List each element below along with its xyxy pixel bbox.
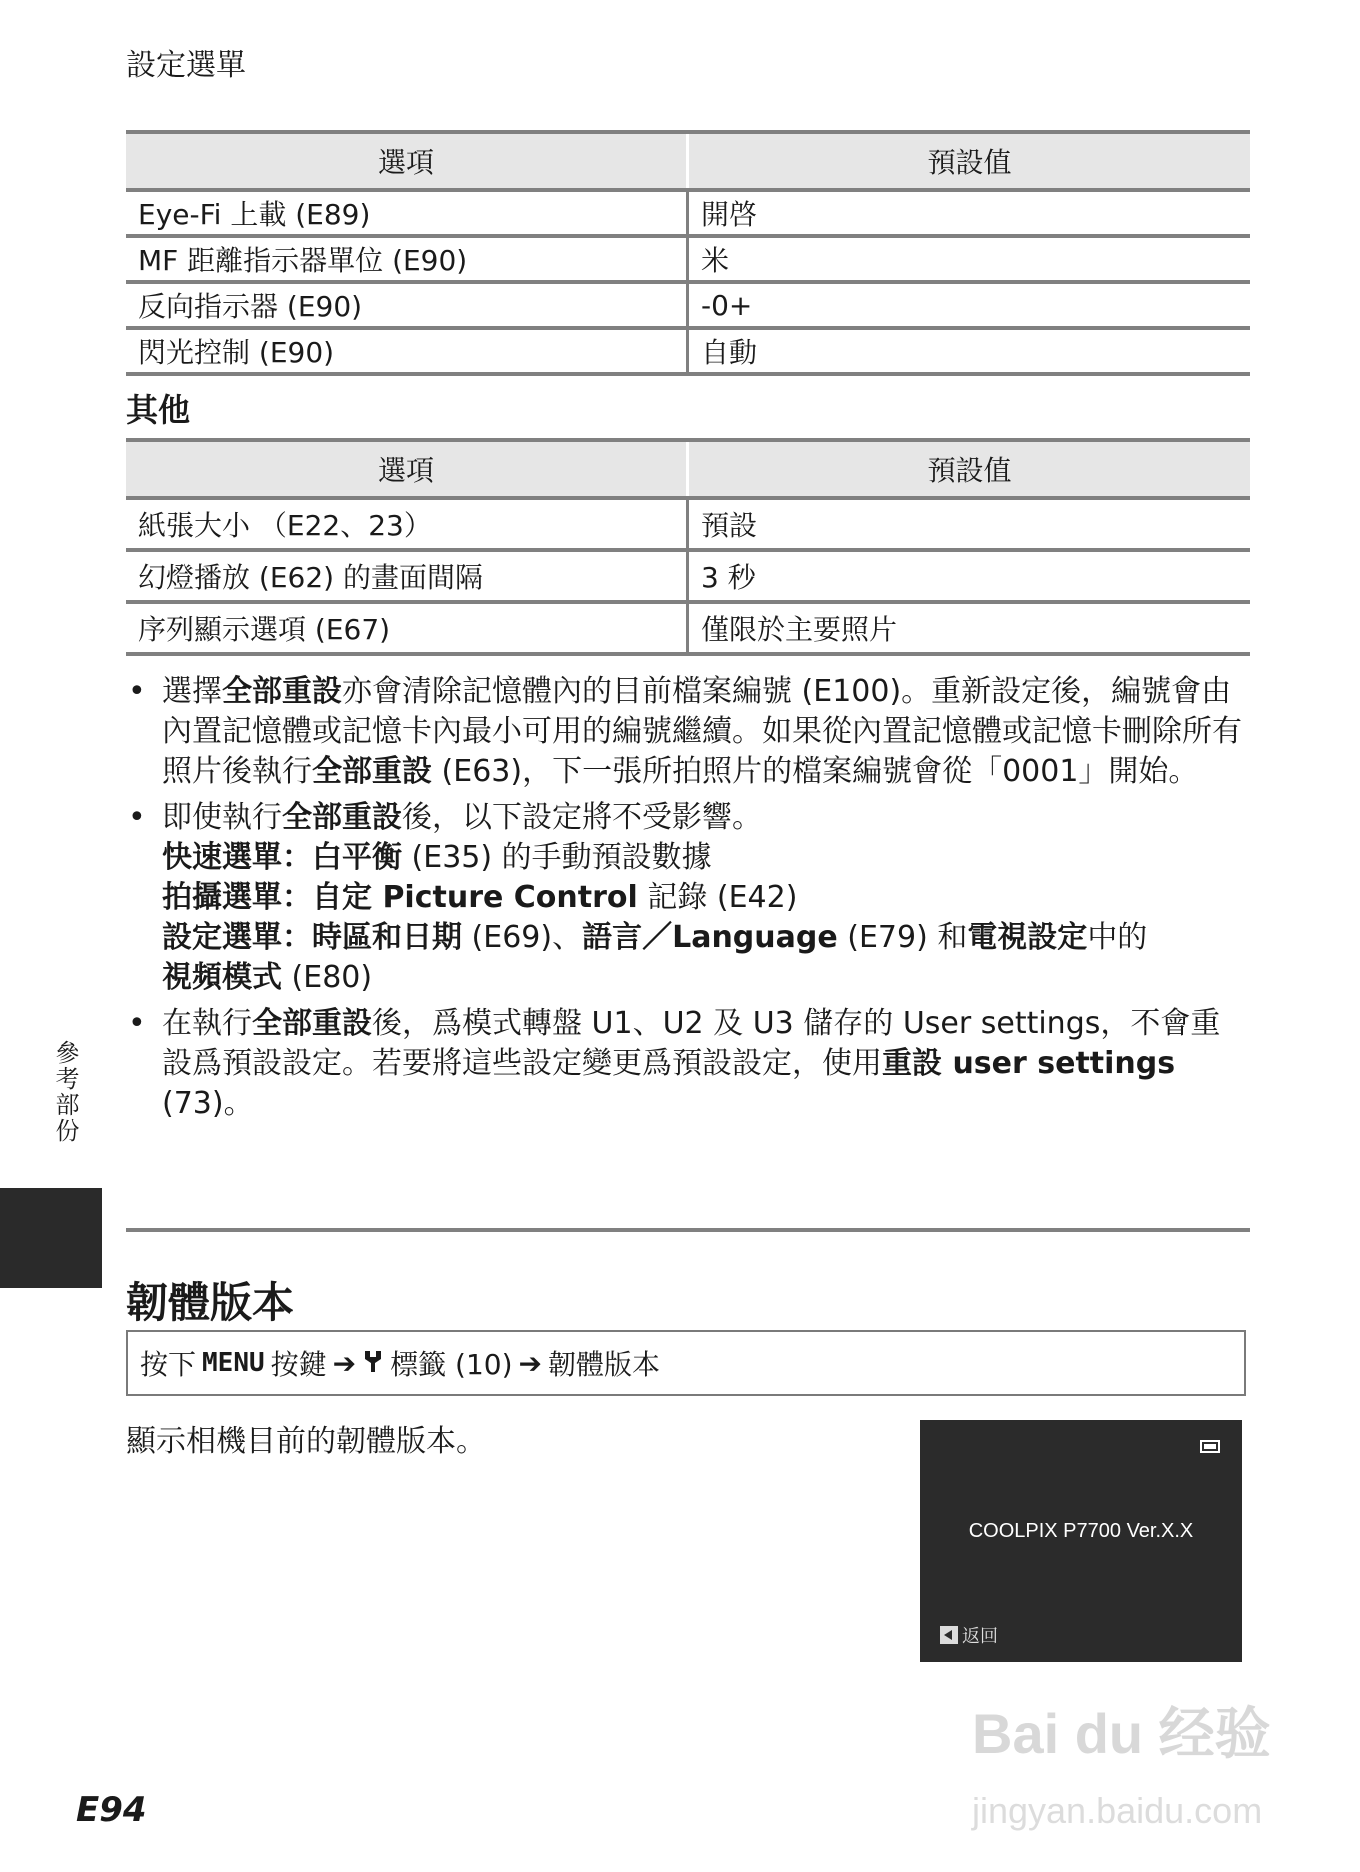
table-cell-default: 僅限於主要照片 [688, 602, 1251, 654]
table-cell-option: 反向指示器 (E90) [126, 282, 688, 328]
table-header-default: 預設值 [688, 440, 1251, 498]
note-text: (E35) 的手動預設數據 [402, 840, 712, 875]
battery-icon [1200, 1440, 1220, 1453]
table-row [126, 602, 1250, 654]
table-row [126, 190, 1250, 236]
note-bold-term: 全部重設 [222, 674, 342, 709]
table-cell-option: MF 距離指示器單位 (E90) [126, 236, 688, 282]
table-cell-default: 預設 [688, 498, 1251, 550]
note-bold-term: 電視設定 [967, 920, 1088, 955]
note-bold-term: 全部重設 [252, 1006, 372, 1041]
table-header-option: 選項 [126, 132, 688, 190]
note-text: (73)。 [162, 1086, 254, 1121]
settings-table [126, 130, 1250, 376]
nav-text: 標籤 (10) [390, 1348, 513, 1381]
note-item [126, 798, 1250, 998]
note-bold-term: 全部重設 [312, 754, 432, 789]
arrow-right-icon: ➔ [518, 1346, 542, 1380]
arrow-right-icon: ➔ [332, 1346, 357, 1380]
section-description: 顯示相機目前的韌體版本。 [126, 1424, 486, 1459]
note-text: 後，以下設定將不受影響。 [402, 800, 762, 835]
note-text: (E80) [282, 960, 373, 995]
nav-text: 按鍵 [270, 1348, 327, 1381]
table-row [126, 236, 1250, 282]
unaffected-setting [162, 958, 1250, 998]
side-section-label: 參考部份 [51, 1040, 79, 1144]
wrench-icon [362, 1347, 384, 1380]
table-cell-option: 序列顯示選項 (E67) [126, 602, 688, 654]
table-header-default: 預設值 [688, 132, 1251, 190]
note-text: (E69)、 [462, 920, 583, 955]
note-bold-term: 拍攝選單：自定 Picture Control [162, 880, 638, 915]
note-bold-term: 重設 user settings [882, 1046, 1176, 1081]
menu-button-label: MENU [202, 1348, 265, 1378]
table-row [126, 328, 1250, 374]
table-cell-option: 紙張大小 （E22、23） [126, 498, 688, 550]
table-row [126, 498, 1250, 550]
other-settings-table [126, 438, 1250, 656]
unaffected-setting [162, 878, 1250, 918]
table-cell-option: 閃光控制 (E90) [126, 328, 688, 374]
other-heading: 其他 [126, 391, 191, 429]
watermark-logo: Bai du 经验 [972, 1702, 1271, 1765]
unaffected-setting [162, 918, 1250, 958]
note-text: (E79) 和 [837, 920, 968, 955]
note-bold-term: 視頻模式 [162, 960, 282, 995]
note-text: 即使執行 [162, 800, 282, 835]
note-item [126, 672, 1250, 792]
table-cell-default: 米 [688, 236, 1251, 282]
note-text: 在執行 [162, 1006, 252, 1041]
table-cell-default: -0+ [688, 282, 1251, 328]
watermark-url: jingyan.baidu.com [972, 1790, 1263, 1831]
menu-path-box [126, 1330, 1246, 1396]
bullet-icon: • [128, 1006, 146, 1041]
nav-text: 按下 [140, 1348, 197, 1381]
side-tab-marker [0, 1188, 102, 1288]
table-cell-option: 幻燈播放 (E62) 的畫面間隔 [126, 550, 688, 602]
table-cell-default: 3 秒 [688, 550, 1251, 602]
section-title: 韌體版本 [126, 1278, 295, 1327]
page-header-title: 設定選單 [126, 48, 246, 83]
table-cell-default: 開啓 [688, 190, 1251, 236]
note-text: 記錄 (E42) [637, 880, 798, 915]
table-row [126, 282, 1250, 328]
note-text: 中的 [1087, 920, 1148, 955]
table-cell-option: Eye-Fi 上載 (E89) [126, 190, 688, 236]
bullet-icon: • [128, 800, 146, 835]
note-bold-term: 語言／Language [582, 920, 838, 955]
section-divider [126, 1228, 1250, 1232]
table-cell-default: 自動 [688, 328, 1251, 374]
table-row [126, 550, 1250, 602]
note-item [126, 1004, 1250, 1124]
back-button[interactable] [940, 1622, 998, 1648]
bullet-icon: • [128, 674, 146, 709]
note-text: 亦會清除記憶體內的目前檔案編號 (E100)。重新設定後，編號會由內置記憶體或記憶卡內最小可用的編號繼續。如果從內置記憶體或記憶卡刪除所有照片後執行 [162, 674, 1242, 789]
note-bold-term: 快速選單：白平衡 [162, 840, 402, 875]
firmware-version-text: COOLPIX P7700 Ver.X.X [968, 1520, 1194, 1542]
note-text: 選擇 [162, 674, 222, 709]
table-header-option: 選項 [126, 440, 688, 498]
note-text: 後，爲模式轉盤 U1、U2 及 U3 儲存的 User settings，不會重設爲預設設定。若要將這些設定變更爲預設設定，使用 [162, 1006, 1221, 1081]
unaffected-setting [162, 838, 1250, 878]
note-bold-term: 全部重設 [282, 800, 402, 835]
back-icon [940, 1626, 958, 1644]
note-bold-term: 設定選單：時區和日期 [162, 920, 462, 955]
nav-text: 韌體版本 [547, 1348, 660, 1381]
page-number: E94 [76, 1790, 147, 1830]
camera-screen [920, 1420, 1242, 1662]
back-label: 返回 [962, 1626, 998, 1647]
notes-list [126, 672, 1250, 1130]
note-text: (E63)，下一張所拍照片的檔案編號會從「0001」開始。 [432, 754, 1199, 789]
